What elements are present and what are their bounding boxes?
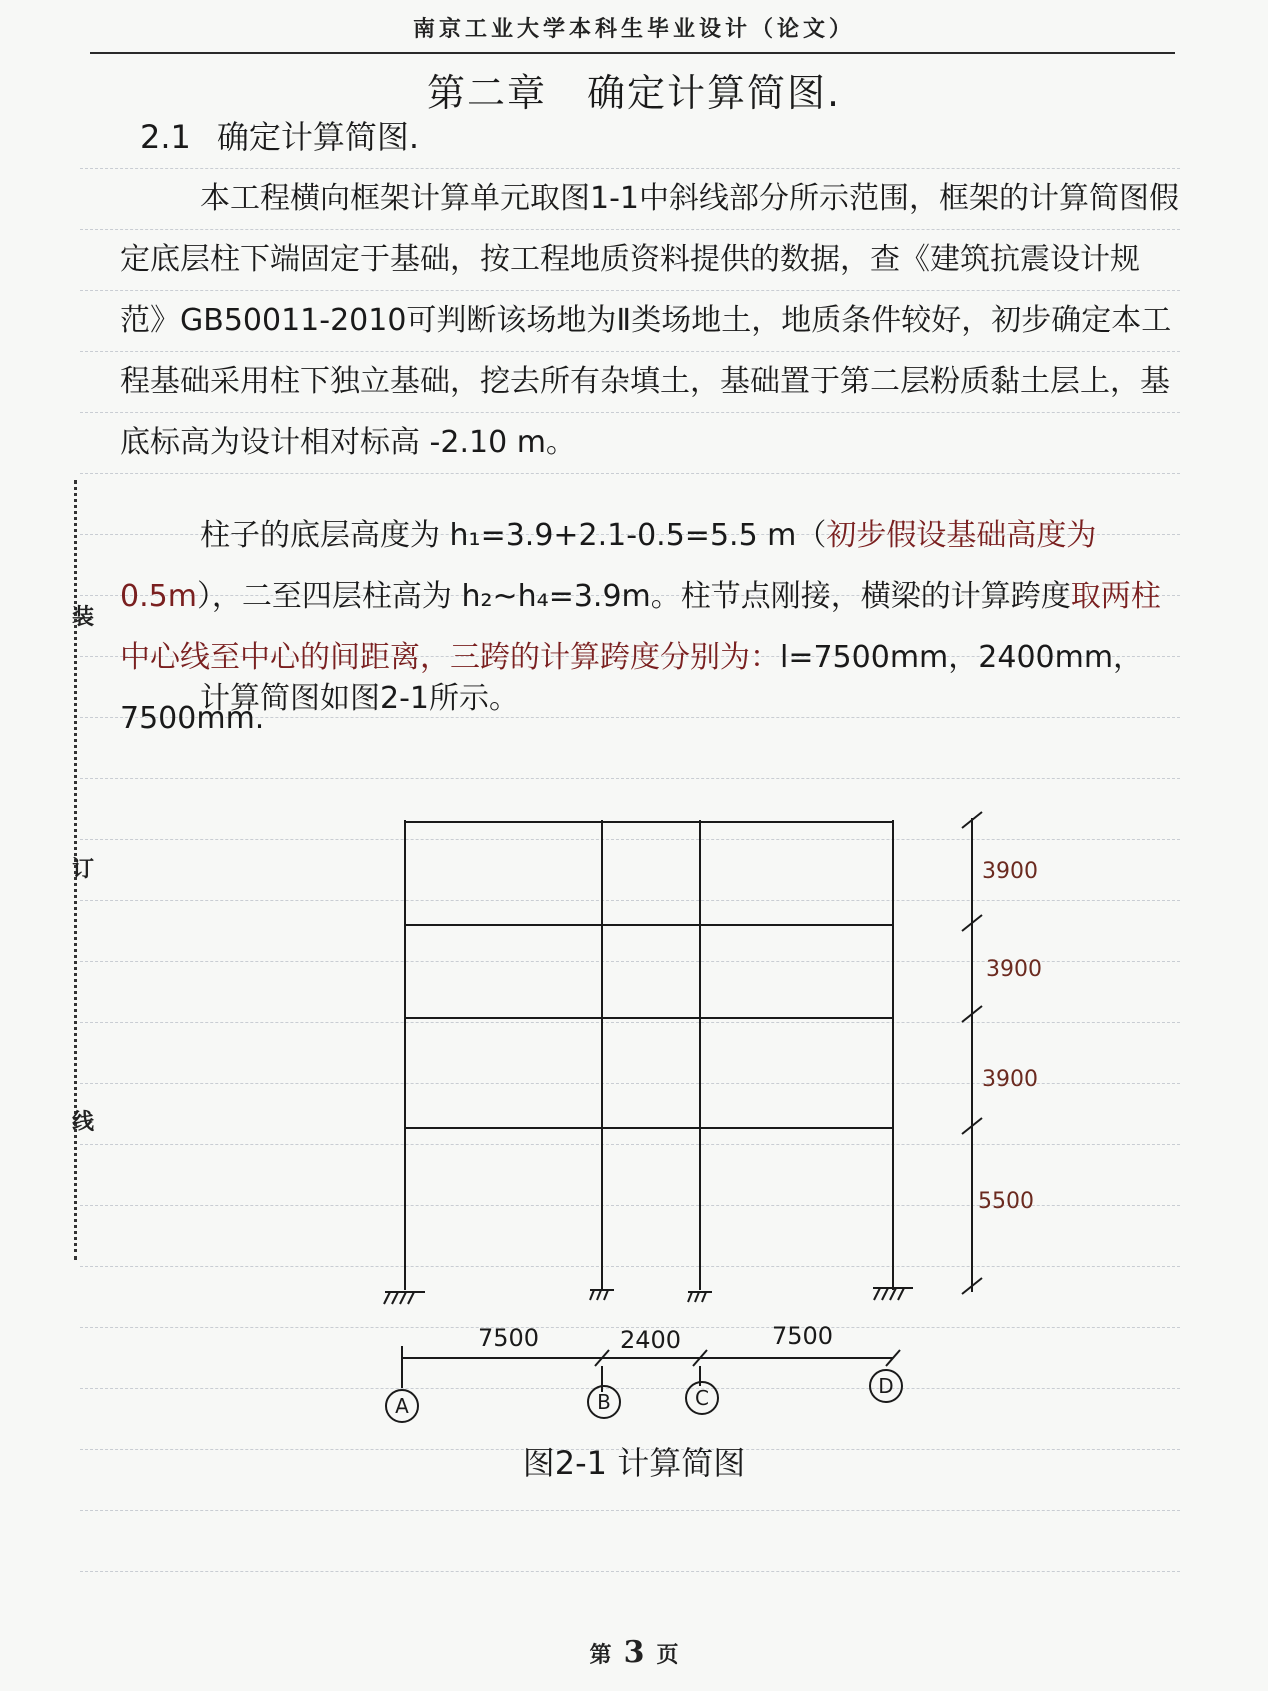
page-footer [0,1635,1268,1670]
paragraph-2-spans: l=7500mm，2400mm，7500mm. [120,640,1144,736]
axis-label-b: B [597,1390,611,1414]
height-dimension-line [962,812,982,1294]
paragraph-1-text: 本工程横向框架计算单元取图1-1中斜线部分所示范围，框架的计算简图假定底层柱下端固定于基础，按工程地质资料提供的数据，查《建筑抗震设计规范》GB50011-2010可判断该场地为Ⅱ类场地土，地质条件较好，初步确定本工程基础采用柱下独立基础，挖去所有杂填土，基础置于第二层粉质黏土层上，基底标高为设计相对标高 -2.10 m。 [120,181,1179,460]
storey-height-4: 3900 [982,859,1038,884]
figure-caption: 图2-1 计算简图 [522,1444,746,1482]
axis-label-c: C [695,1386,709,1410]
page-number: 3 [623,1635,645,1670]
axis-label-d: D [878,1374,894,1398]
axis-labels [395,1374,894,1418]
span-label-ab: 7500 [478,1324,540,1352]
section-title: 确定计算简图. [216,118,420,156]
section-number: 2.1 [140,118,191,156]
storey-height-2: 3900 [982,1067,1038,1092]
storey-height-3: 3900 [986,957,1042,982]
chapter-number: 第二章 [426,71,547,115]
paragraph-2-note: 初步假设基础高度为0.5m [120,518,1097,614]
axis-markers [386,1370,902,1422]
footer-prefix: 第 [589,1642,612,1668]
chapter-name: 确定计算简图. [586,71,842,115]
binding-char-1: 装 [72,604,95,630]
paragraph-2-rest: ），二至四层柱高为 h₂~h₄=3.9m。柱节点刚接，横梁的计算跨度 [196,579,1071,614]
paragraph-2-main: 柱子的底层高度为 h₁=3.9+2.1-0.5=5.5 m（ [200,518,827,553]
binding-char-3: 线 [72,1109,95,1135]
span-label-bc: 2400 [620,1326,682,1354]
paragraph-2-rest2: 取两柱中心线至中心的间距离，三跨的计算跨度分别为： [120,579,1161,675]
fixed-supports [384,1288,913,1304]
binding-char-2: 订 [72,856,95,882]
paragraph-3-text: 计算简图如图2-1所示。 [200,681,519,716]
footer-suffix: 页 [656,1642,679,1668]
span-label-cd: 7500 [772,1322,834,1350]
storey-height-labels [978,859,1042,1214]
axis-label-a: A [395,1394,409,1418]
span-labels [478,1322,833,1354]
storey-height-1: 5500 [978,1189,1034,1214]
page-header: 南京工业大学本科生毕业设计（论文） [412,16,855,42]
